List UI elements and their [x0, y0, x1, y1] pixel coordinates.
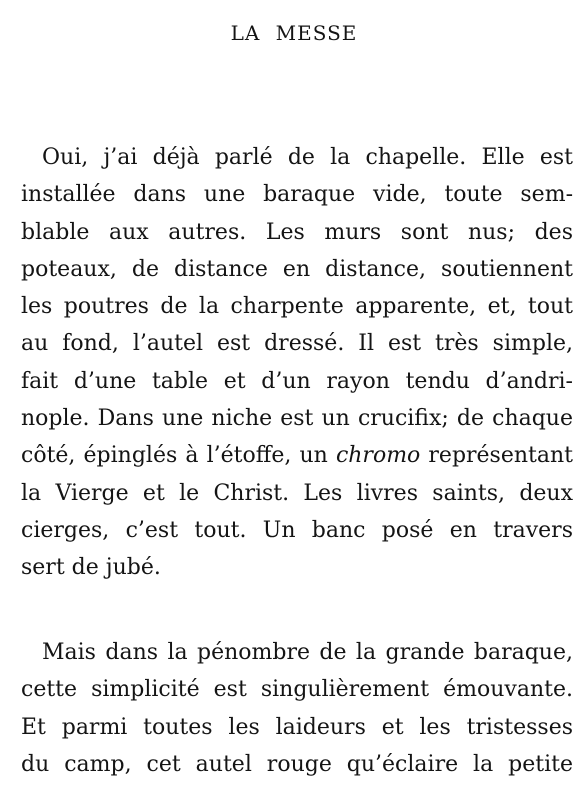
text-line: sert de jubé.	[21, 555, 161, 581]
text-line: du camp, cet autel rouge qu’éclaire la petite	[21, 751, 573, 777]
text-line-with-italic	[21, 437, 573, 474]
text-line: les poutres de la charpente apparente, et, tout	[21, 294, 573, 320]
text-line: nople. Dans une niche est un crucifix; de chaque	[21, 406, 573, 432]
text-line: poteaux, de distance en distance, soutiennent	[21, 256, 573, 282]
text-line: installée dans une baraque vide, toute sem-	[21, 182, 573, 208]
text-line: blable aux autres. Les murs sont nus; des	[21, 219, 573, 245]
text-line: cierges, c’est tout. Un banc posé en travers	[21, 517, 573, 543]
italic-word: chromo	[335, 443, 421, 469]
text-segment: représentant	[420, 443, 574, 469]
text-line: Mais dans la pénombre de la grande baraque,	[42, 640, 573, 665]
text-line: la Vierge et le Christ. Les livres saints, deux	[21, 480, 573, 506]
text-line: Et parmi toutes les laideurs et les tristesses	[21, 714, 573, 740]
text-line: cette simplicité est singulièrement émouvante.	[21, 677, 573, 703]
text-line: Oui, j’ai déjà parlé de la chapelle. Elle est	[42, 145, 573, 170]
text-line: fait d’une table et d’un rayon tendu d’andri-	[21, 368, 573, 394]
text-line: au fond, l’autel est dressé. Il est très simple,	[21, 331, 573, 357]
paragraph-1	[21, 139, 573, 587]
text-segment: côté, épinglés à l’étoffe, un	[21, 443, 336, 469]
paragraph-2	[21, 634, 573, 783]
chapter-title: LA MESSE	[230, 21, 358, 45]
